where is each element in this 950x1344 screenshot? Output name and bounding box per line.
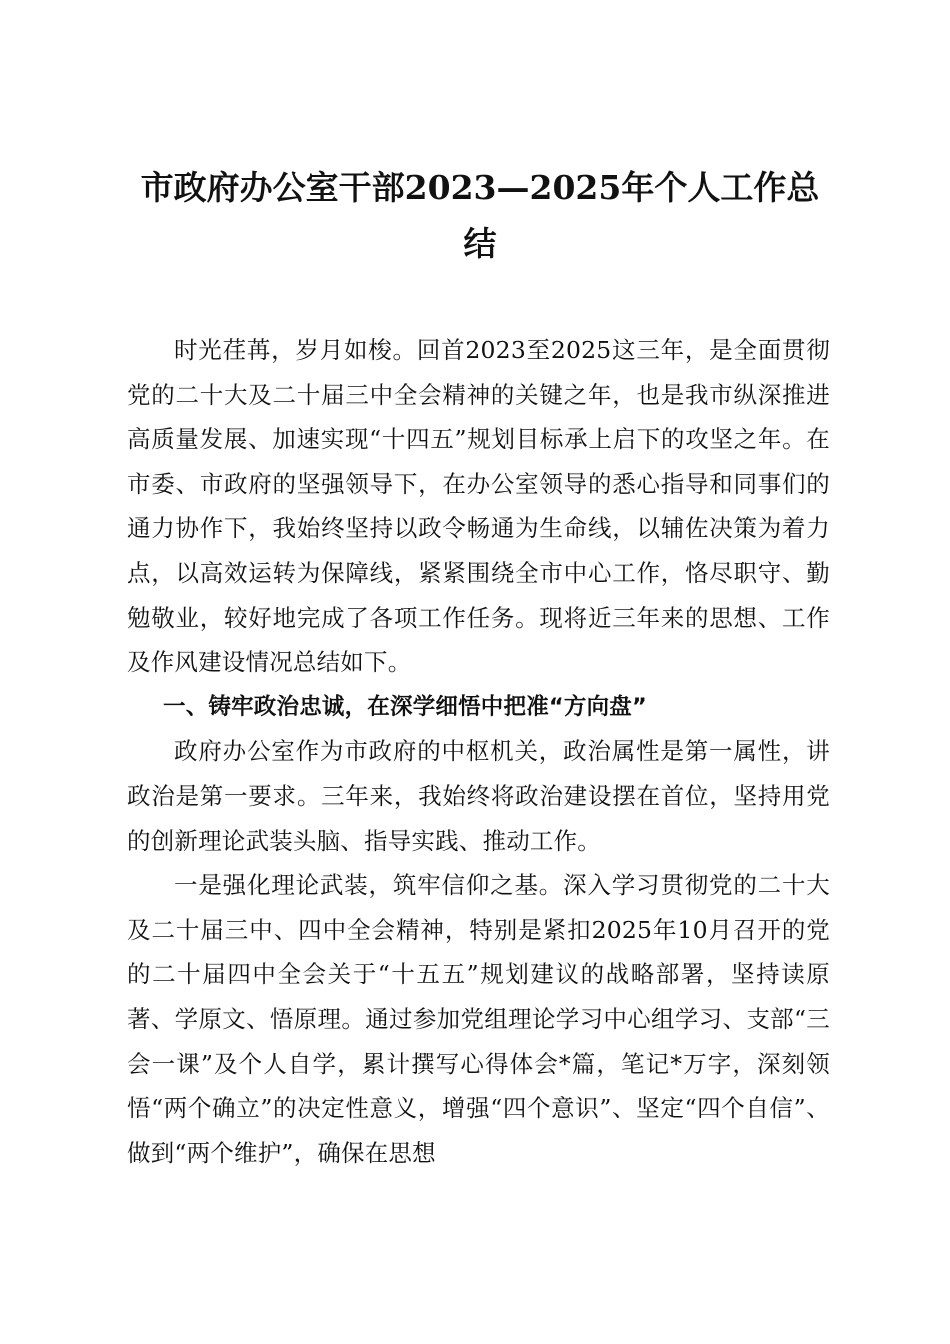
document-title-line2: 结 xyxy=(463,224,497,263)
document-title-line1: 市政府办公室干部2023—2025年个人工作总 xyxy=(140,168,820,207)
section-1-paragraph: 政府办公室作为市政府的中枢机关，政治属性是第一属性，讲政治是第一要求。三年来，我始终将政治建设摆在首位，坚持用党的创新理论武装头脑、指导实践、推动工作。 xyxy=(127,737,830,855)
document-body xyxy=(127,328,830,1175)
intro-paragraph: 时光荏苒，岁月如梭。回首2023至2025这三年，是全面贯彻党的二十大及二十届三中全会精神的关键之年，也是我市纵深推进高质量发展、加速实现“十四五”规划目标承上启下的攻坚之年。在市委、市政府的坚强领导下，在办公室领导的悉心指导和同事们的通力协作下，我始终坚持以政令畅通为生命线，以辅佐决策为着力点，以高效运转为保障线，紧紧围绕全市中心工作，恪尽职守、勤勉敬业，较好地完成了各项工作任务。现将近三年来的思想、工作及作风建设情况总结如下。 xyxy=(127,336,830,677)
section-heading-1: 一、铸牢政治忠诚，在深学细悟中把准“方向盘” xyxy=(163,693,647,720)
section-1-point-1-paragraph: 一是强化理论武装，筑牢信仰之基。深入学习贯彻党的二十大及二十届三中、四中全会精神，特别是紧扣2025年10月召开的党的二十届四中全会关于“十五五”规划建议的战略部署，坚持读原著、学原文、悟原理。通过参加党组理论学习中心组学习、支部“三会一课”及个人自学，累计撰写心得体会*篇，笔记*万字，深刻领悟“两个确立”的决定性意义，增强“四个意识”、坚定“四个自信”、做到“两个维护”，确保在思想 xyxy=(127,871,830,1167)
